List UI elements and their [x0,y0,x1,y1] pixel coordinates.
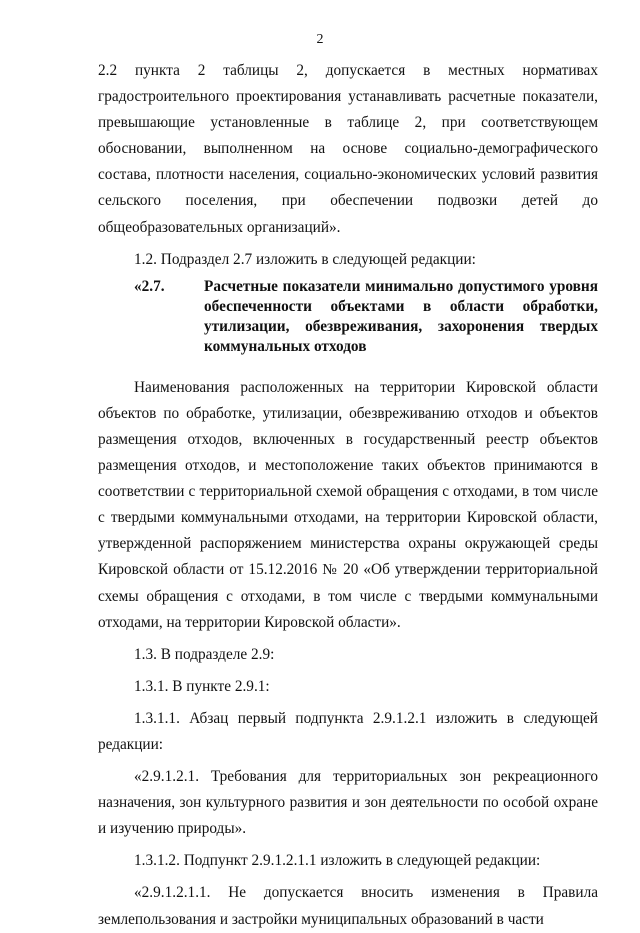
paragraph-1-3: 1.3. В подразделе 2.9: [134,645,275,663]
section-heading-number: «2.7. [134,277,165,295]
paragraph-2-9-1-2-1: «2.9.1.2.1. Требования для территориальных зон рекреационного назначения, зон культурного развития и зон деятельности по особой охране и изучению природы». [98,768,598,838]
section-heading-2-7 [98,277,598,357]
paragraph-subsection-2-7-intro: 1.2. Подраздел 2.7 изложить в следующей редакции: [134,250,476,268]
paragraph-1-3-1-1: 1.3.1.1. Абзац первый подпункта 2.9.1.2.1 изложить в следующей редакции: [98,709,598,753]
page-number: 2 [316,32,324,47]
paragraph-1-3-1: 1.3.1. В пункте 2.9.1: [134,677,270,695]
paragraph-waste-facilities: Наименования расположенных на территории Кировской области объектов по обработке, утилизации, обезвреживанию отходов и объектов размещения отходов, включенных в государственный реестр объектов размещения отходов, и местоположение таких объектов принимаются в соответствии с территориальной схемой обращения с отходами, в том числе с твердыми коммунальными отходами, на территории Кировской области, утвержденной распоряжением министерства охраны окружающей среды Кировской области от 15.12.2016 № 20 «Об утверждении территориальной схемы обращения с отходами, в том числе с твердыми коммунальными отходами, на территории Кировской области». [98,378,598,631]
paragraph-continuation: 2.2 пункта 2 таблицы 2, допускается в местных нормативах градостроительного проектирования устанавливать расчетные показатели, превышающие установленные в таблице 2, при соответствующем обосновании, выполненном на основе социально-демографического состава, плотности населения, социально-экономических условий развития сельского поселения, при обеспечении подвозки детей до общеобразовательных организаций». [98,62,598,236]
document-body [98,58,598,933]
paragraph-2-9-1-2-1-1: «2.9.1.2.1.1. Не допускается вносить изменения в Правила землепользования и застройки муниципальных образований в части [98,884,598,928]
section-heading-title: Расчетные показатели минимально допустимого уровня обеспеченности объектами в области обработки, утилизации, обезвреживания, захоронения твердых коммунальных отходов [204,277,598,355]
paragraph-1-3-1-2: 1.3.1.2. Подпункт 2.9.1.2.1.1 изложить в следующей редакции: [134,852,541,870]
